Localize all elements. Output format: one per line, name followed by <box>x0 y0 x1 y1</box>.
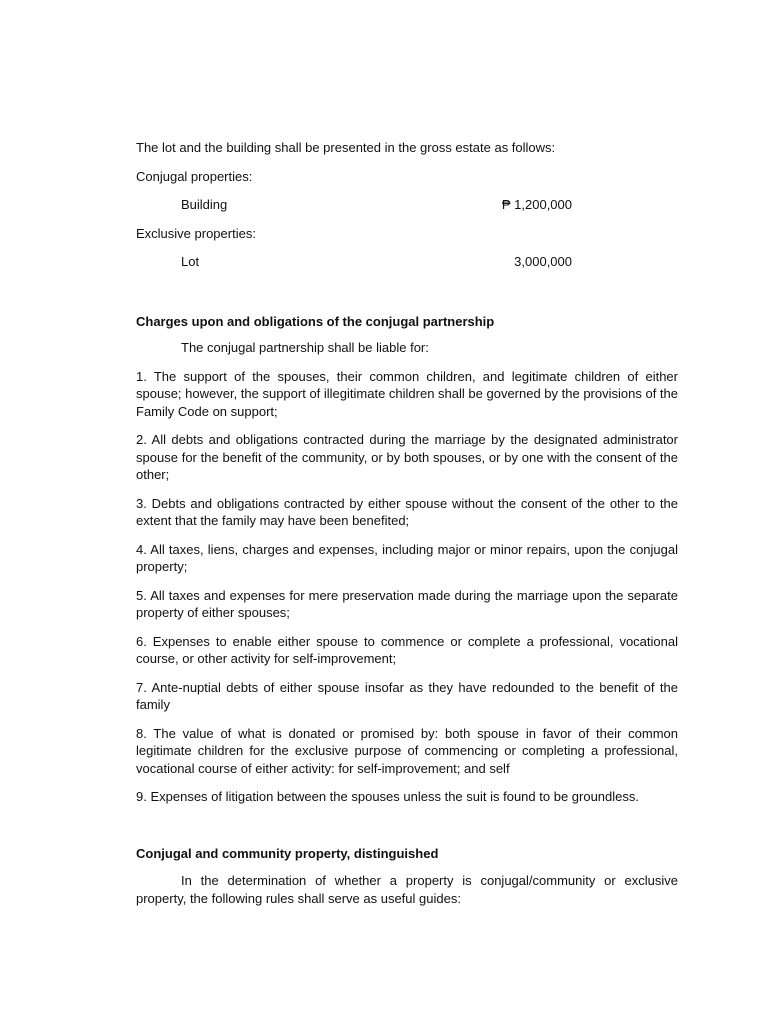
list-item: 9. Expenses of litigation between the spouses unless the suit is found to be groundless. <box>136 789 639 804</box>
property-value: ₱ 1,200,000 <box>501 197 572 212</box>
intro-text: The lot and the building shall be presented in the gross estate as follows: <box>136 140 556 155</box>
list-item: 3. Debts and obligations contracted by either spouse without the consent of the other to the extent that the family may have been benefited; <box>136 495 678 528</box>
list-item: 8. The value of what is donated or promised by: both spouse in favor of their common legitimate children for the exclusive purpose of commencing or completing a professional, vocational course of either activity: for self-improvement; and self <box>136 725 678 776</box>
conjugal-properties-label: Conjugal properties: <box>136 168 253 184</box>
list-item: 1. The support of the spouses, their common children, and legitimate children of either spouse; however, the support of illegitimate children shall be governed by the provisions of the Family Code on support; <box>136 368 678 419</box>
list-item: 4. All taxes, liens, charges and expenses, including major or minor repairs, upon the conjugal property; <box>136 541 678 574</box>
section-intro: The conjugal partnership shall be liable for: <box>181 340 429 355</box>
property-name: Building <box>181 197 228 212</box>
list-item: 5. All taxes and expenses for mere preservation made during the marriage upon the separate property of either spouses; <box>136 587 678 620</box>
section-paragraph: In the determination of whether a property is conjugal/community or exclusive property, the following rules shall serve as useful guides: <box>136 873 678 906</box>
property-name: Lot <box>181 254 200 269</box>
list-item: 7. Ante-nuptial debts of either spouse insofar as they have redounded to the benefit of the family <box>136 679 678 712</box>
obligations-list <box>136 368 678 806</box>
exclusive-properties-label: Exclusive properties: <box>136 225 256 241</box>
property-value: 3,000,000 <box>514 254 572 269</box>
list-item: 2. All debts and obligations contracted during the marriage by the designated administrator spouse for the benefit of the community, or by both spouses, or by one with the consent of the other; <box>136 432 678 482</box>
list-item: 6. Expenses to enable either spouse to commence or complete a professional, vocational course, or other activity for self-improvement; <box>136 633 678 666</box>
conjugal-property-row <box>181 196 572 214</box>
section-heading-charges: Charges upon and obligations of the conjugal partnership <box>136 313 495 329</box>
exclusive-property-row <box>181 253 572 271</box>
section-heading-distinguished: Conjugal and community property, distinguished <box>136 845 439 861</box>
